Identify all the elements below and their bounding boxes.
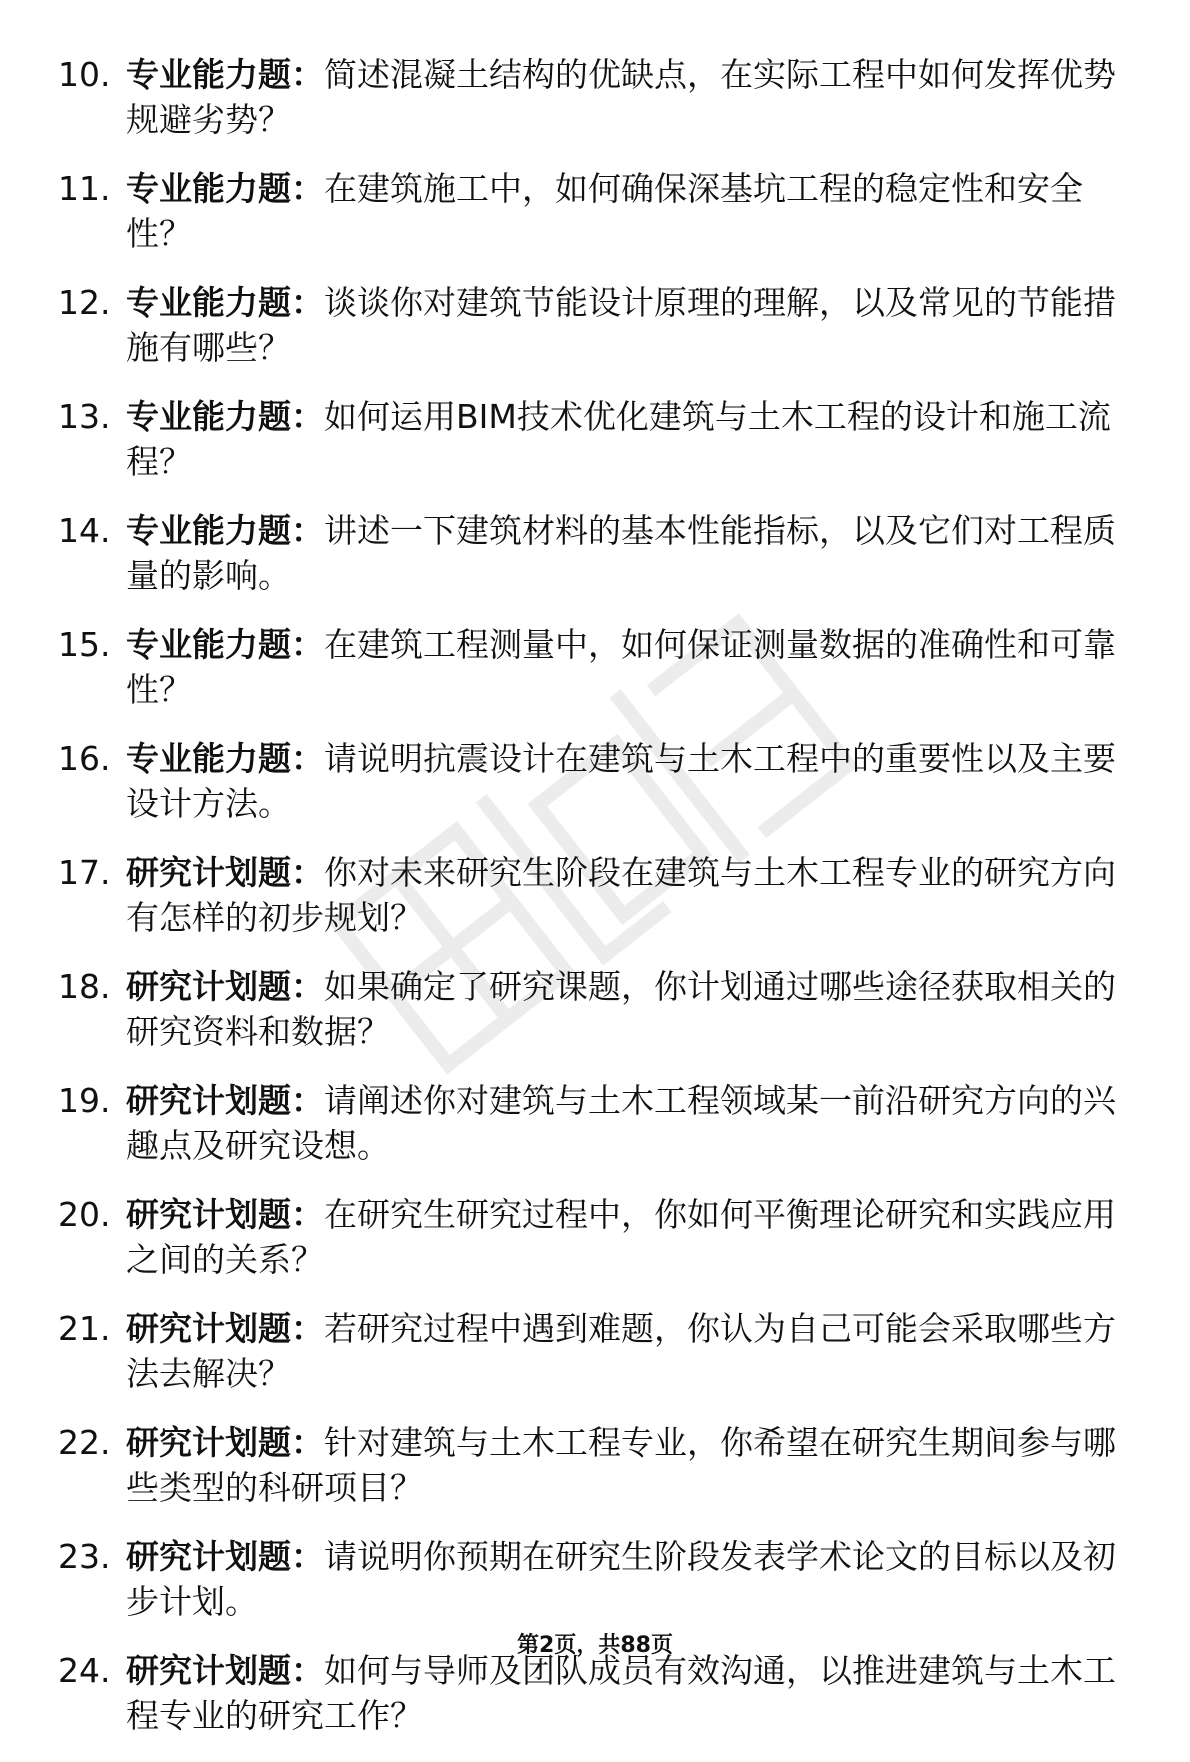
question-number: 12. xyxy=(58,283,111,322)
question-category: 研究计划题： xyxy=(126,1195,324,1234)
question-number: 18. xyxy=(58,967,111,1006)
question-item xyxy=(58,964,1118,1054)
question-item xyxy=(58,52,1118,142)
question-number: 20. xyxy=(58,1195,111,1234)
question-item xyxy=(58,622,1118,712)
question-number: 16. xyxy=(58,739,111,778)
question-item xyxy=(58,1078,1118,1168)
question-body xyxy=(126,166,1118,256)
question-number: 19. xyxy=(58,1081,111,1120)
question-category: 研究计划题： xyxy=(126,1423,324,1462)
question-body xyxy=(126,1534,1118,1624)
question-text: 若研究过程中遇到难题，你认为自己可能会采取哪些方法去解决？ xyxy=(126,1309,1116,1393)
question-number: 14. xyxy=(58,511,111,550)
question-number: 17. xyxy=(58,853,111,892)
question-body xyxy=(126,964,1118,1054)
question-item xyxy=(58,736,1118,826)
question-category: 研究计划题： xyxy=(126,1081,324,1120)
question-text: 讲述一下建筑材料的基本性能指标，以及它们对工程质量的影响。 xyxy=(126,511,1116,595)
page-number-footer: 第2页，共88页 xyxy=(517,1633,673,1658)
question-category: 研究计划题： xyxy=(126,1651,324,1690)
question-number: 24. xyxy=(58,1651,111,1690)
question-category: 研究计划题： xyxy=(126,1309,324,1348)
question-category: 研究计划题： xyxy=(126,967,324,1006)
question-text: 你对未来研究生阶段在建筑与土木工程专业的研究方向有怎样的初步规划？ xyxy=(126,853,1116,937)
question-item xyxy=(58,1306,1118,1396)
question-item xyxy=(58,280,1118,370)
question-item xyxy=(58,1420,1118,1510)
question-category: 专业能力题： xyxy=(126,511,324,550)
question-body xyxy=(126,850,1118,940)
question-item xyxy=(58,850,1118,940)
question-body xyxy=(126,1192,1118,1282)
question-text: 在建筑工程测量中，如何保证测量数据的准确性和可靠性？ xyxy=(126,625,1116,709)
question-body xyxy=(126,1648,1118,1738)
question-item xyxy=(58,508,1118,598)
question-text: 请阐述你对建筑与土木工程领域某一前沿研究方向的兴趣点及研究设想。 xyxy=(126,1081,1116,1165)
question-item xyxy=(58,166,1118,256)
question-category: 专业能力题： xyxy=(126,397,324,436)
question-list xyxy=(58,52,1118,1762)
question-text: 针对建筑与土木工程专业，你希望在研究生期间参与哪些类型的科研项目？ xyxy=(126,1423,1116,1507)
question-text: 请说明抗震设计在建筑与土木工程中的重要性以及主要设计方法。 xyxy=(126,739,1116,823)
question-body xyxy=(126,1420,1118,1510)
question-number: 10. xyxy=(58,55,111,94)
question-category: 专业能力题： xyxy=(126,283,324,322)
question-body xyxy=(126,508,1118,598)
question-item xyxy=(58,1192,1118,1282)
question-body xyxy=(126,394,1118,484)
question-body xyxy=(126,736,1118,826)
question-category: 研究计划题： xyxy=(126,853,324,892)
question-category: 专业能力题： xyxy=(126,625,324,664)
question-category: 专业能力题： xyxy=(126,739,324,778)
question-body xyxy=(126,1078,1118,1168)
question-body xyxy=(126,280,1118,370)
question-text: 在研究生研究过程中，你如何平衡理论研究和实践应用之间的关系？ xyxy=(126,1195,1116,1279)
question-number: 11. xyxy=(58,169,111,208)
question-item xyxy=(58,394,1118,484)
question-text: 在建筑施工中，如何确保深基坑工程的稳定性和安全性？ xyxy=(126,169,1083,253)
question-text: 如何运用BIM技术优化建筑与土木工程的设计和施工流程？ xyxy=(126,397,1111,481)
question-body xyxy=(126,622,1118,712)
question-body xyxy=(126,52,1118,142)
question-number: 22. xyxy=(58,1423,111,1462)
question-text: 请说明你预期在研究生阶段发表学术论文的目标以及初步计划。 xyxy=(126,1537,1116,1621)
question-number: 15. xyxy=(58,625,111,664)
question-category: 专业能力题： xyxy=(126,55,324,94)
question-text: 简述混凝土结构的优缺点，在实际工程中如何发挥优势规避劣势？ xyxy=(126,55,1116,139)
question-item xyxy=(58,1534,1118,1624)
question-text: 谈谈你对建筑节能设计原理的理解，以及常见的节能措施有哪些？ xyxy=(126,283,1116,367)
question-category: 研究计划题： xyxy=(126,1537,324,1576)
question-text: 如何与导师及团队成员有效沟通，以推进建筑与土木工程专业的研究工作？ xyxy=(126,1651,1116,1735)
question-body xyxy=(126,1306,1118,1396)
question-item xyxy=(58,1648,1118,1738)
question-number: 23. xyxy=(58,1537,111,1576)
question-number: 13. xyxy=(58,397,111,436)
question-number: 21. xyxy=(58,1309,111,1348)
question-category: 专业能力题： xyxy=(126,169,324,208)
question-text: 如果确定了研究课题，你计划通过哪些途径获取相关的研究资料和数据？ xyxy=(126,967,1116,1051)
